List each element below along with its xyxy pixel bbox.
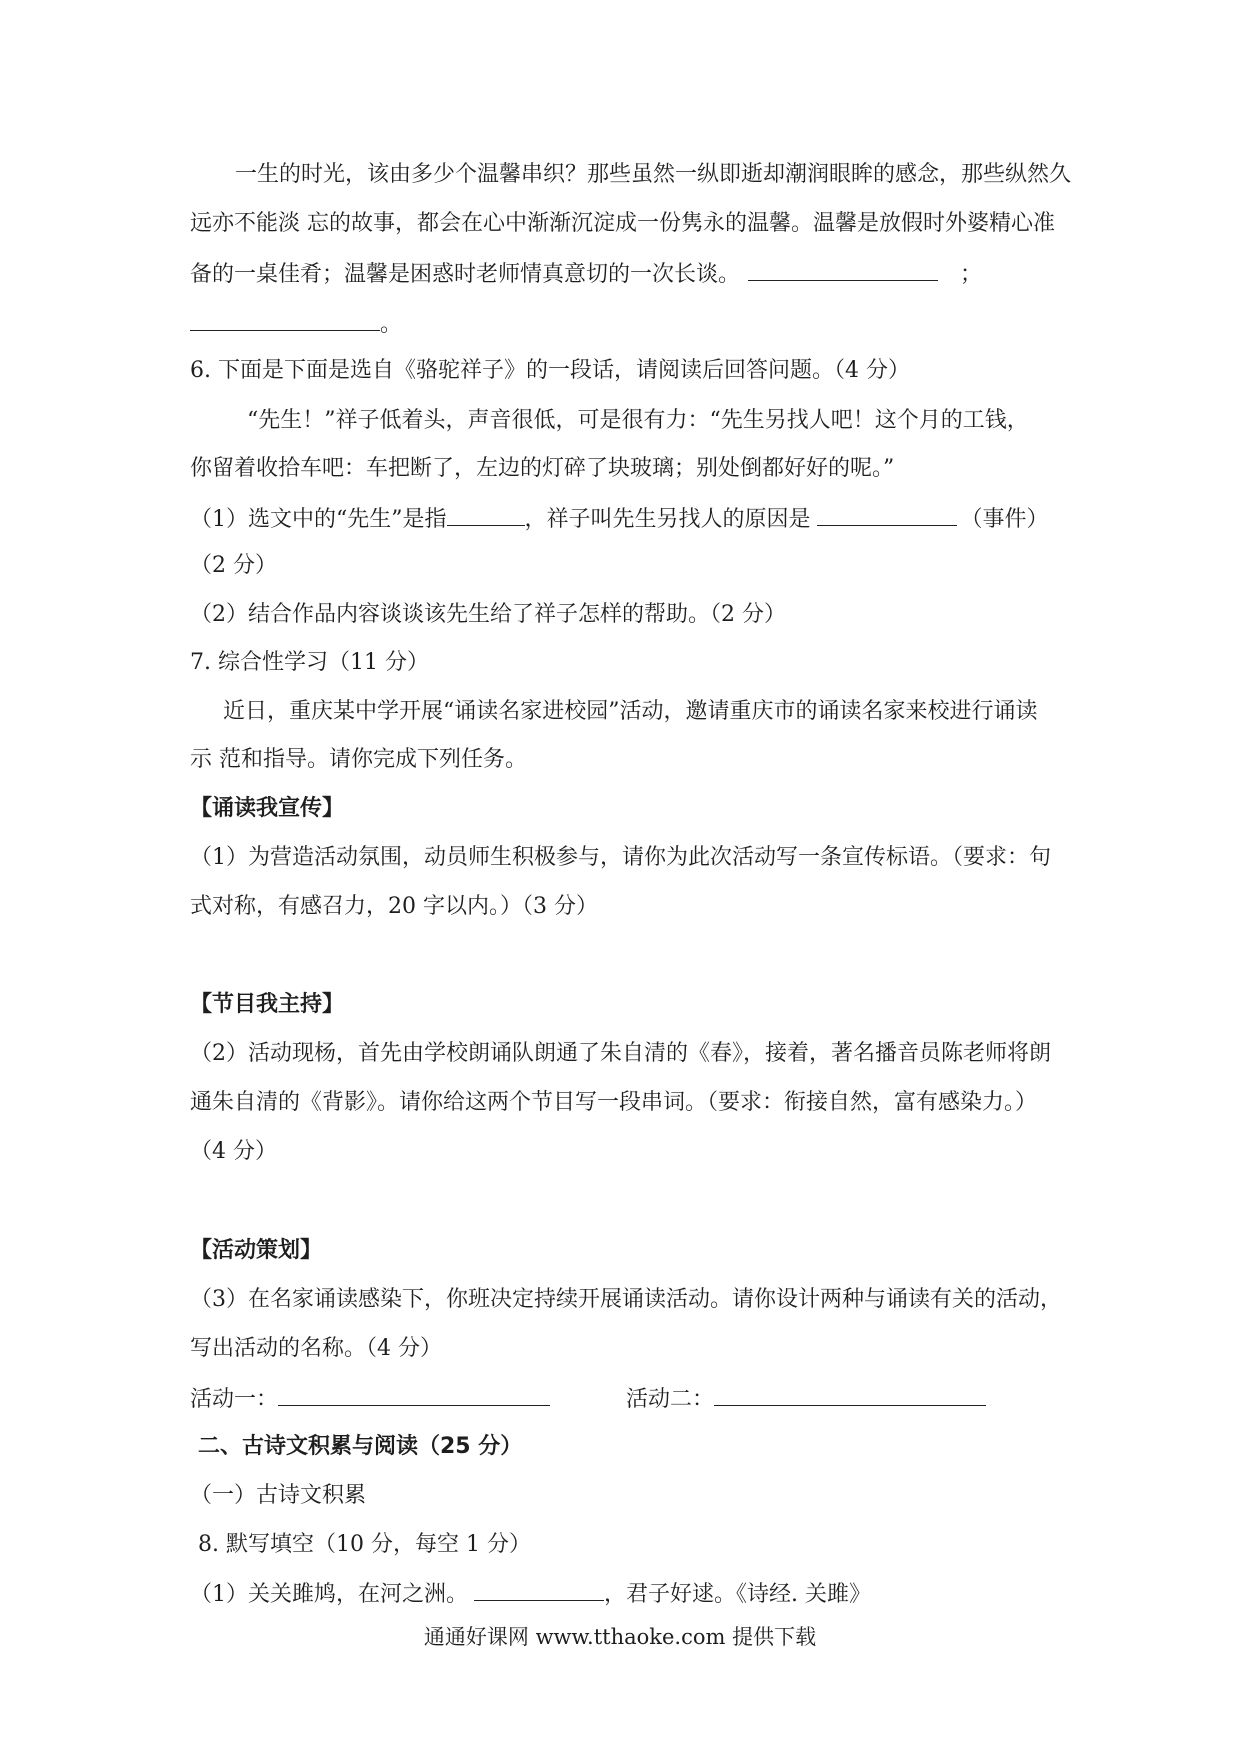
q7-sub3-line-1: （3）在名家诵读感染下，你班决定持续开展诵读活动。请你设计两种与诵读有关的活动，	[190, 1287, 1063, 1312]
answer-blank[interactable]	[474, 1578, 604, 1601]
activity1-blank[interactable]	[278, 1383, 550, 1406]
q6-quote-line-1: “先生！”祥子低着头，声音很低，可是很有力：“先生另找人吧！这个月的工钱，	[247, 408, 1029, 433]
q6-sub2: （2）结合作品内容谈谈该先生给了祥子怎样的帮助。（2 分）	[190, 602, 786, 627]
part2-heading: 二、古诗文积累与阅读（25 分）	[198, 1434, 523, 1459]
page-footer: 通通好课网 www.tthaoke.com 提供下载	[423, 1625, 817, 1649]
q8-item-1-part2: ，君子好逑。《诗经. 关雎》	[604, 1582, 871, 1607]
q7-section2-heading: 【节目我主持】	[190, 992, 345, 1017]
q6-sub1	[190, 503, 1049, 535]
q7-intro-line-2: 示 范和指导。请你完成下列任务。	[190, 747, 527, 772]
q7-section1-heading: 【诵读我宣传】	[190, 796, 345, 821]
intro-line-2: 远亦不能淡 忘的故事，都会在心中渐渐沉淀成一份隽永的温馨。温馨是放假时外婆精心准	[190, 211, 1055, 236]
q6-sub1-part1: （1）选文中的“先生”是指	[190, 507, 447, 532]
intro-line-1: 一生的时光，该由多少个温馨串织？那些虽然一纵即逝却潮润眼眸的感念，那些纵然久	[235, 162, 1072, 187]
intro-line-4	[190, 308, 402, 340]
intro-line-4-end: 。	[380, 312, 403, 337]
q7-activity-row	[190, 1383, 550, 1415]
q7-sub3-line-2: 写出活动的名称。（4 分）	[190, 1336, 442, 1361]
answer-blank[interactable]	[447, 503, 525, 526]
q7-sub2-score: （4 分）	[190, 1139, 277, 1164]
answer-blank[interactable]	[817, 503, 957, 526]
q6-sub1-part2: ，祥子叫先生另找人的原因是	[524, 507, 811, 532]
q7-sub2-line-1: （2）活动现杨，首先由学校朗诵队朗通了朱自清的《春》，接着，著名播音员陈老师将朗	[190, 1041, 1052, 1066]
q7-sub1-line-1: （1）为营造活动氛围，动员师生积极参与，请你为此次活动写一条宣传标语。（要求：句	[190, 845, 1052, 870]
q7-sub2-line-2: 通朱自清的《背影》。请你给这两个节目写一段串词。（要求：衔接自然，富有感染力。）	[190, 1090, 1038, 1115]
q7-title: 7. 综合性学习（11 分）	[190, 650, 429, 675]
q7-intro-line-1: 近日，重庆某中学开展“诵读名家进校园”活动，邀请重庆市的诵读名家来校进行诵读	[223, 699, 1038, 724]
q6-title: 6. 下面是下面是选自《骆驼祥子》的一段话，请阅读后回答问题。（4 分）	[190, 358, 910, 383]
intro-line-3-separator: ；	[960, 262, 983, 287]
activity2-blank[interactable]	[714, 1383, 986, 1406]
activity2-label: 活动二：	[626, 1387, 715, 1412]
intro-line-3-text: 备的一桌佳肴；温馨是困惑时老师情真意切的一次长谈。	[190, 262, 741, 287]
answer-blank[interactable]	[748, 258, 938, 281]
q6-sub1-score: （2 分）	[190, 553, 277, 578]
q7-section3-heading: 【活动策划】	[190, 1238, 323, 1263]
q7-sub1-line-2: 式对称，有感召力，20 字以内。）（3 分）	[190, 894, 598, 919]
answer-blank[interactable]	[190, 308, 380, 331]
q8-item-1-part1: （1）关关雎鸠，在河之洲。	[190, 1582, 468, 1607]
activity1-label: 活动一：	[190, 1387, 279, 1412]
q8-title: 8. 默写填空（10 分，每空 1 分）	[198, 1532, 531, 1557]
intro-line-3	[190, 258, 982, 290]
q7-activity-row-2	[626, 1383, 986, 1415]
q6-sub1-part3: （事件）	[960, 507, 1049, 532]
q8-item-1	[190, 1578, 871, 1610]
part2-sub-heading: （一）古诗文积累	[190, 1483, 367, 1508]
q6-quote-line-2: 你留着收拾车吧：车把断了，左边的灯碎了块玻璃；别处倒都好好的呢。”	[190, 456, 895, 481]
